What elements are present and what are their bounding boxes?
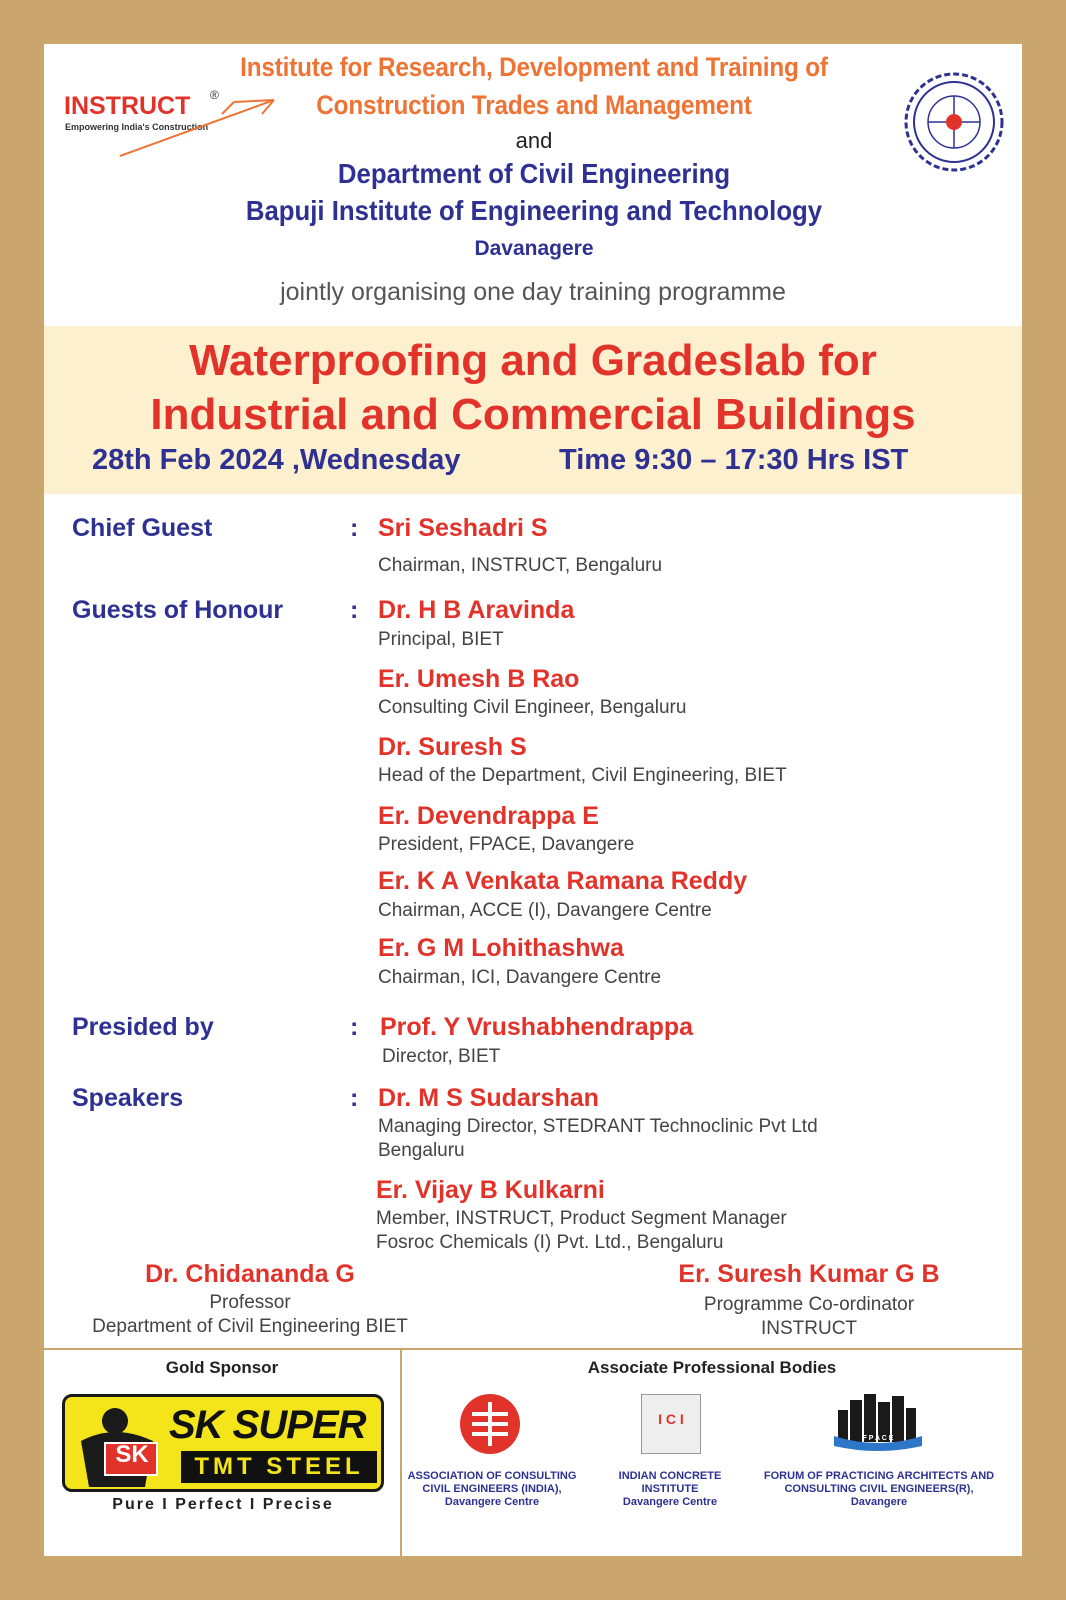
chief-guest-name: Sri Seshadri S [378, 514, 548, 542]
registered-mark: ® [210, 88, 219, 102]
coordinator-name: Er. Suresh Kumar G B [678, 1260, 940, 1288]
ici-logo-icon: I C I [641, 1394, 701, 1454]
org-name-line2: Construction Trades and Management [316, 90, 752, 120]
footer-divider [44, 1348, 1022, 1350]
gold-sponsor-title: Gold Sponsor [165, 1358, 279, 1377]
sk-super-tmt-logo [62, 1394, 384, 1492]
jointly-organising-text: jointly organising one day training programme [280, 278, 786, 306]
presided-by-colon: : [350, 1013, 359, 1041]
guest-desc: Principal, BIET [378, 629, 504, 650]
coordinator-desc: Professor [209, 1292, 291, 1313]
sk-mark: SK [115, 1441, 149, 1468]
instruct-logo-word: INSTRUCT [64, 92, 191, 120]
footer-vertical-divider [400, 1348, 402, 1556]
biet-seal-icon [902, 70, 1006, 174]
acce-name: ASSOCIATION OF CONSULTING CIVIL ENGINEERS (INDIA), Davangere Centre [407, 1470, 577, 1508]
guests-of-honour-label: Guests of Honour [72, 596, 284, 624]
chief-guest-desc: Chairman, INSTRUCT, Bengaluru [378, 555, 663, 576]
speaker-desc: Fosroc Chemicals (I) Pvt. Ltd., Bengaluru [376, 1232, 724, 1253]
fpace-logo-text: F P A C E [862, 1435, 894, 1442]
program-title-line1: Waterproofing and Gradeslab for [189, 336, 877, 385]
poster [44, 44, 1022, 1556]
program-title-line2: Industrial and Commercial Buildings [150, 390, 916, 439]
fpace-name: FORUM OF PRACTICING ARCHITECTS AND CONSULTING CIVIL ENGINEERS(R), Davangere [763, 1470, 995, 1508]
speaker-desc: Member, INSTRUCT, Product Segment Manager [376, 1208, 787, 1229]
speaker-name: Er. Vijay B Kulkarni [376, 1176, 605, 1204]
program-date: 28th Feb 2024 ,Wednesday [92, 444, 461, 476]
guest-name: Er. G M Lohithashwa [378, 934, 624, 962]
program-time: Time 9:30 – 17:30 Hrs IST [559, 444, 909, 476]
guest-name: Dr. Suresh S [378, 733, 527, 761]
guest-name: Dr. H B Aravinda [378, 596, 575, 624]
guest-desc: Chairman, ACCE (I), Davangere Centre [378, 900, 712, 921]
title-band [44, 326, 1022, 494]
and-text: and [515, 128, 553, 153]
presided-by-name: Prof. Y Vrushabhendrappa [380, 1013, 694, 1041]
sk-super-wordmark: SK SUPER [169, 1403, 366, 1447]
coordinator-desc: Programme Co-ordinator [703, 1294, 915, 1315]
city-name: Davanagere [474, 237, 594, 260]
ici-name: INDIAN CONCRETE INSTITUTE Davangere Centre [618, 1470, 722, 1508]
acce-logo-icon [458, 1392, 522, 1456]
guest-name: Er. Devendrappa E [378, 802, 599, 830]
speaker-desc: Managing Director, STEDRANT Technoclinic Pvt Ltd [378, 1116, 818, 1137]
presided-by-desc: Director, BIET [382, 1046, 501, 1067]
coordinator-desc: Department of Civil Engineering BIET [92, 1316, 408, 1337]
instruct-logo-tagline: Empowering India's Construction [65, 122, 209, 132]
guest-desc: Head of the Department, Civil Engineering, BIET [378, 765, 787, 786]
guest-desc: Consulting Civil Engineer, Bengaluru [378, 697, 687, 718]
coordinator-name: Dr. Chidananda G [145, 1260, 355, 1288]
speaker-name: Dr. M S Sudarshan [378, 1084, 599, 1112]
speaker-desc: Bengaluru [378, 1140, 465, 1161]
guest-desc: President, FPACE, Davangere [378, 834, 635, 855]
guests-of-honour-colon: : [350, 596, 359, 624]
sponsor-tagline: Pure I Perfect I Precise [112, 1496, 334, 1513]
speakers-colon: : [350, 1084, 359, 1112]
guest-name: Er. K A Venkata Ramana Reddy [378, 867, 748, 895]
guest-name: Er. Umesh B Rao [378, 665, 580, 693]
presided-by-label: Presided by [72, 1013, 214, 1041]
tmt-steel-wordmark: TMT STEEL [181, 1451, 377, 1483]
chief-guest-label: Chief Guest [72, 514, 213, 542]
speakers-label: Speakers [72, 1084, 184, 1112]
college-name: Bapuji Institute of Engineering and Technology [245, 195, 823, 226]
associate-bodies-title: Associate Professional Bodies [587, 1358, 837, 1377]
coordinator-desc: INSTRUCT [760, 1318, 858, 1339]
org-name-line1: Institute for Research, Development and Training of [240, 52, 828, 82]
department-name: Department of Civil Engineering [337, 158, 731, 189]
fpace-logo-icon [830, 1390, 926, 1454]
guest-desc: Chairman, ICI, Davangere Centre [378, 967, 662, 988]
chief-guest-colon: : [350, 514, 359, 542]
